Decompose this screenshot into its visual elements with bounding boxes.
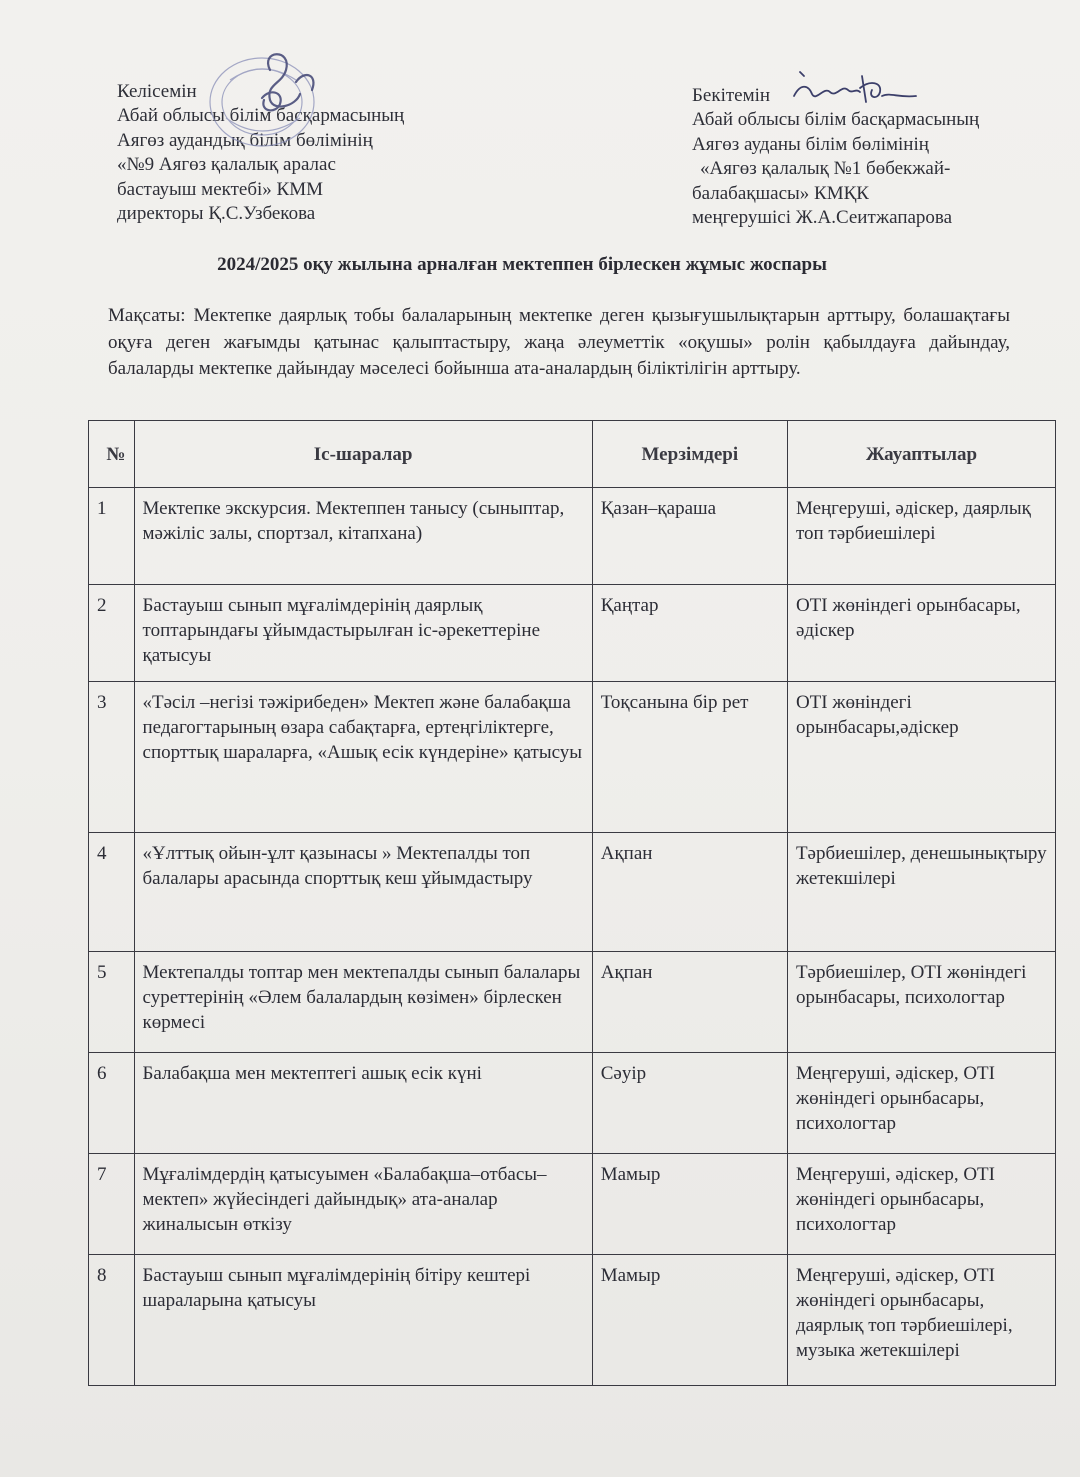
row-num: 6 — [89, 1053, 135, 1154]
row-activity: Мектепке экскурсия. Мектеппен танысу (сыныптар, мәжіліс залы, спортзал, кітапхана) — [134, 488, 592, 585]
header-period: Мерзімдері — [592, 421, 787, 488]
row-responsible: Меңгеруші, әдіскер, ОТІ жөніндегі орынбасары, даярлық топ тәрбиешілері, музыка жетекшілері — [787, 1255, 1055, 1386]
row-activity: «Тәсіл –негізі тәжірибеден» Мектеп және балабақша педагогтарының өзара сабақтарға, ертеңгіліктерге, спорттық шараларға, «Ашық есік күндеріне» қатысуы — [134, 682, 592, 833]
row-num: 5 — [89, 952, 135, 1053]
approval-left-line: Аягөз аудандық білім бөлімінің — [117, 129, 373, 151]
row-responsible: ОТІ жөніндегі орынбасары,әдіскер — [787, 682, 1055, 833]
approval-right-line: меңгерушісі Ж.А.Сеитжапарова — [692, 207, 953, 229]
approval-left-line: бастауыш мектебі» КММ — [117, 178, 324, 200]
row-period: Тоқсанына бір рет — [592, 682, 787, 833]
row-responsible: Тәрбиешілер, ОТІ жөніндегі орынбасары, психологтар — [787, 952, 1055, 1053]
row-num: 2 — [89, 585, 135, 682]
approval-right-line: Аягөз ауданы білім бөлімінің — [692, 133, 929, 155]
row-period: Қазан–қараша — [592, 488, 787, 585]
row-num: 3 — [89, 682, 135, 833]
header-num: № — [89, 421, 135, 488]
table-row — [89, 682, 1056, 833]
header-responsible: Жауаптылар — [787, 421, 1055, 488]
approval-right-line: Бекітемін — [692, 85, 771, 106]
row-responsible: Тәрбиешілер, денешынықтыру жетекшілері — [787, 833, 1055, 952]
document-title: 2024/2025 оқу жылына арналған мектеппен бірлескен жұмыс жоспары — [217, 254, 827, 275]
row-activity: Мектепалды топтар мен мектепалды сынып балалары суреттерінің «Әлем балалардың көзімен» бірлескен көрмесі — [134, 952, 592, 1053]
approval-left-line: Абай облысы білім басқармасының — [117, 105, 405, 127]
approval-right-line: Абай облысы білім басқармасының — [692, 109, 980, 131]
approval-block-left — [117, 80, 404, 226]
row-num: 8 — [89, 1255, 135, 1386]
approval-right-line: «Аягөз қалалық №1 бөбекжай- — [700, 158, 951, 180]
approval-left-line: Келісемін — [117, 81, 197, 102]
table-row — [89, 585, 1056, 682]
row-responsible: ОТІ жөніндегі орынбасары, әдіскер — [787, 585, 1055, 682]
row-num: 4 — [89, 833, 135, 952]
row-responsible: Меңгеруші, әдіскер, ОТІ жөніндегі орынбасары, психологтар — [787, 1154, 1055, 1255]
goal-paragraph — [108, 303, 1010, 383]
row-period: Сәуір — [592, 1053, 787, 1154]
approval-left-line: директоры Қ.С.Узбекова — [117, 203, 316, 225]
goal-text: Мектепке даярлық тобы балаларының мектепке деген қызығушылықтарын арттыру, болашақтағы оқуға деген жағымды қатынас қалыптастыру, жаңа әлеуметтік «оқушы» ролін қабылдауға дайындау, балаларды мектепке дайындау мәселесі бойынша ата-аналардың біліктілігін арттыру. — [108, 305, 1010, 380]
header-activity: Іс-шаралар — [134, 421, 592, 488]
table-header-row — [89, 421, 1056, 488]
table-row — [89, 952, 1056, 1053]
table-row — [89, 1154, 1056, 1255]
row-period: Мамыр — [592, 1154, 787, 1255]
table-row — [89, 833, 1056, 952]
goal-label: Мақсаты: — [108, 305, 186, 326]
table-row — [89, 1255, 1056, 1386]
row-responsible: Меңгеруші, әдіскер, даярлық топ тәрбиешілері — [787, 488, 1055, 585]
row-activity: Балабақша мен мектептегі ашық есік күні — [134, 1053, 592, 1154]
row-num: 7 — [89, 1154, 135, 1255]
row-num: 1 — [89, 488, 135, 585]
approval-block-right — [692, 84, 979, 230]
row-responsible: Меңгеруші, әдіскер, ОТІ жөніндегі орынбасары, психологтар — [787, 1053, 1055, 1154]
row-activity: «Ұлттық ойын-ұлт қазынасы » Мектепалды топ балалары арасында спорттық кеш ұйымдастыру — [134, 833, 592, 952]
plan-table — [88, 420, 1056, 1386]
row-activity: Бастауыш сынып мұғалімдерінің даярлық топтарындағы ұйымдастырылған іс-әрекеттеріне қатысуы — [134, 585, 592, 682]
row-activity: Мұғалімдердің қатысуымен «Балабақша–отбасы–мектеп» жүйесіндегі дайындық» ата-аналар жиналысын өткізу — [134, 1154, 592, 1255]
table-row — [89, 488, 1056, 585]
row-period: Ақпан — [592, 833, 787, 952]
approval-right-line: балабақшасы» КМҚК — [692, 182, 869, 204]
row-period: Ақпан — [592, 952, 787, 1053]
row-activity: Бастауыш сынып мұғалімдерінің бітіру кештері шараларына қатысуы — [134, 1255, 592, 1386]
table-row — [89, 1053, 1056, 1154]
row-period: Қаңтар — [592, 585, 787, 682]
row-period: Мамыр — [592, 1255, 787, 1386]
approval-left-line: «№9 Аягөз қалалық аралас — [117, 154, 336, 176]
